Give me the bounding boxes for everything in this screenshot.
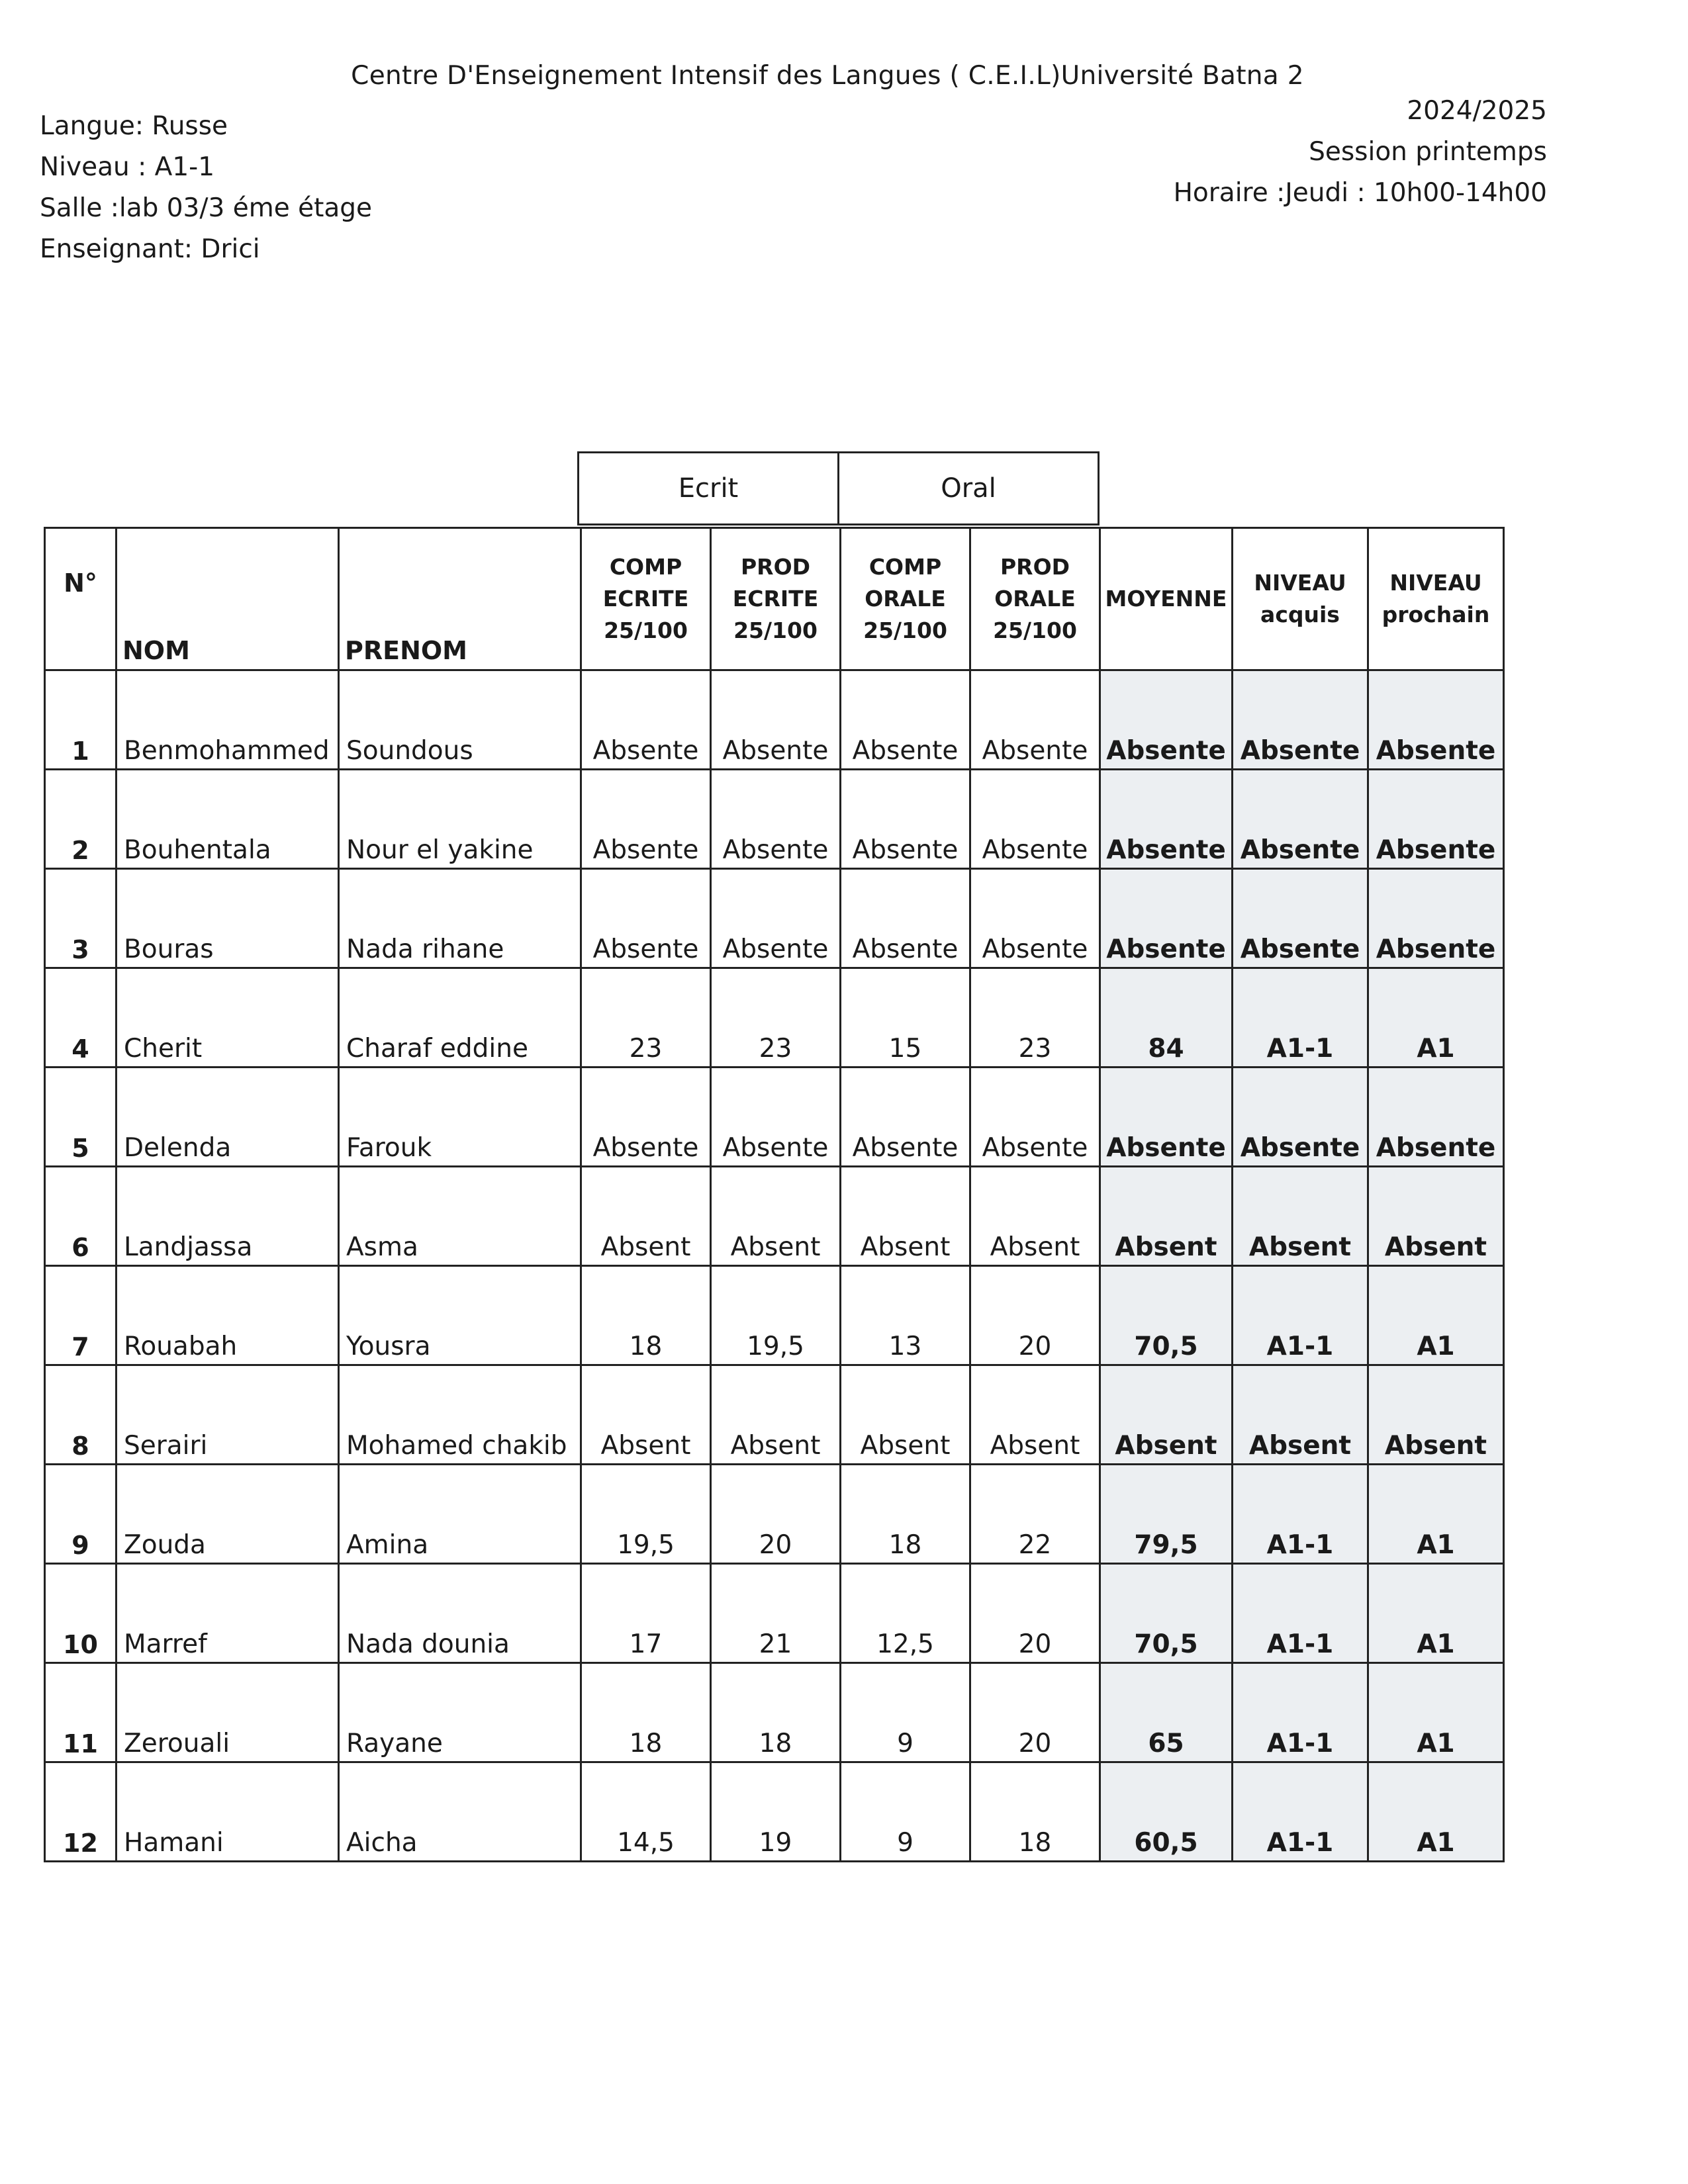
group-header-table (577, 451, 1100, 525)
prod-ecrite-cell: Absente (711, 770, 841, 869)
prod-ecrite-cell: 18 (711, 1663, 841, 1762)
student-last-name: Cherit (117, 968, 339, 1068)
prod-ecrite-cell: Absente (711, 670, 841, 770)
col-header-nom: NOM (117, 528, 339, 670)
header-line: acquis (1260, 602, 1340, 627)
prod-ecrite-cell: 19 (711, 1762, 841, 1862)
student-last-name: Marref (117, 1564, 339, 1663)
row-number: 8 (45, 1365, 117, 1465)
comp-ecrite-cell: 18 (581, 1266, 711, 1365)
student-first-name: Nour el yakine (339, 770, 581, 869)
header-line: 25/100 (993, 617, 1077, 643)
row-number: 3 (45, 869, 117, 968)
header-line: MOYENNE (1105, 586, 1227, 612)
row-number: 10 (45, 1564, 117, 1663)
prod-ecrite-cell: Absent (711, 1365, 841, 1465)
header-line: ORALE (994, 586, 1076, 612)
student-last-name: Zouda (117, 1465, 339, 1564)
table-row (45, 869, 1504, 968)
student-first-name: Nada rihane (339, 869, 581, 968)
niveau-acquis-cell: A1-1 (1233, 1663, 1368, 1762)
niveau-prochain-cell: Absente (1368, 670, 1504, 770)
row-number: 11 (45, 1663, 117, 1762)
comp-orale-cell: Absente (841, 869, 970, 968)
comp-orale-cell: 15 (841, 968, 970, 1068)
prod-ecrite-cell: 20 (711, 1465, 841, 1564)
prod-ecrite-cell: Absente (711, 1068, 841, 1167)
comp-orale-cell: 9 (841, 1663, 970, 1762)
moyenne-cell: Absent (1100, 1167, 1233, 1266)
prod-ecrite-cell: 19,5 (711, 1266, 841, 1365)
comp-ecrite-cell: 23 (581, 968, 711, 1068)
niveau-prochain-cell: Absente (1368, 869, 1504, 968)
niveau-prochain-cell: A1 (1368, 1564, 1504, 1663)
col-header-niveau-acquis (1233, 528, 1368, 670)
course-info (40, 106, 372, 270)
academic-year: 2024/2025 (1407, 96, 1547, 126)
column-header-row (45, 528, 1504, 670)
header-line: prochain (1382, 602, 1490, 627)
student-first-name: Yousra (339, 1266, 581, 1365)
comp-orale-cell: Absente (841, 1068, 970, 1167)
student-last-name: Serairi (117, 1365, 339, 1465)
header-line: 25/100 (863, 617, 947, 643)
group-ecrit: Ecrit (579, 453, 839, 525)
prod-orale-cell: Absente (970, 670, 1100, 770)
student-first-name: Mohamed chakib (339, 1365, 581, 1465)
niveau-prochain-cell: A1 (1368, 1266, 1504, 1365)
moyenne-cell: 79,5 (1100, 1465, 1233, 1564)
comp-ecrite-cell: Absent (581, 1365, 711, 1465)
header-line: PROD (1000, 554, 1070, 580)
comp-ecrite-cell: Absent (581, 1167, 711, 1266)
niveau-acquis-cell: Absente (1233, 1068, 1368, 1167)
group-oral: Oral (839, 453, 1099, 525)
level-line: Niveau : A1-1 (40, 152, 215, 182)
niveau-acquis-cell: Absente (1233, 869, 1368, 968)
niveau-acquis-cell: A1-1 (1233, 968, 1368, 1068)
comp-ecrite-cell: 14,5 (581, 1762, 711, 1862)
prod-orale-cell: Absente (970, 869, 1100, 968)
header-line: NIVEAU (1389, 570, 1482, 596)
table-row (45, 968, 1504, 1068)
header-line: ORALE (865, 586, 946, 612)
table-row (45, 1266, 1504, 1365)
niveau-prochain-cell: A1 (1368, 1762, 1504, 1862)
niveau-acquis-cell: Absent (1233, 1167, 1368, 1266)
row-number: 7 (45, 1266, 117, 1365)
schedule-line: Horaire :Jeudi : 10h00-14h00 (1173, 178, 1547, 208)
student-first-name: Amina (339, 1465, 581, 1564)
prod-orale-cell: 23 (970, 968, 1100, 1068)
student-first-name: Nada dounia (339, 1564, 581, 1663)
room-line: Salle :lab 03/3 éme étage (40, 193, 373, 223)
col-header-prod-ecrite (711, 528, 841, 670)
prod-orale-cell: Absent (970, 1365, 1100, 1465)
moyenne-cell: 84 (1100, 968, 1233, 1068)
table-row (45, 1762, 1504, 1862)
prod-ecrite-cell: Absente (711, 869, 841, 968)
comp-ecrite-cell: Absente (581, 869, 711, 968)
moyenne-cell: Absente (1100, 1068, 1233, 1167)
moyenne-cell: Absente (1100, 670, 1233, 770)
moyenne-cell: 65 (1100, 1663, 1233, 1762)
comp-ecrite-cell: 18 (581, 1663, 711, 1762)
header-line: 25/100 (604, 617, 688, 643)
comp-ecrite-cell: 17 (581, 1564, 711, 1663)
prod-orale-cell: 22 (970, 1465, 1100, 1564)
moyenne-cell: Absent (1100, 1365, 1233, 1465)
col-header-prenom: PRENOM (339, 528, 581, 670)
student-last-name: Delenda (117, 1068, 339, 1167)
prod-ecrite-cell: Absent (711, 1167, 841, 1266)
niveau-prochain-cell: A1 (1368, 1465, 1504, 1564)
row-number: 6 (45, 1167, 117, 1266)
prod-ecrite-cell: 21 (711, 1564, 841, 1663)
niveau-prochain-cell: A1 (1368, 1663, 1504, 1762)
comp-orale-cell: Absente (841, 670, 970, 770)
header-line: 25/100 (733, 617, 818, 643)
comp-orale-cell: Absent (841, 1365, 970, 1465)
col-header-comp-orale (841, 528, 970, 670)
comp-ecrite-cell: Absente (581, 770, 711, 869)
student-first-name: Farouk (339, 1068, 581, 1167)
student-last-name: Bouras (117, 869, 339, 968)
col-header-comp-ecrite (581, 528, 711, 670)
comp-ecrite-cell: Absente (581, 1068, 711, 1167)
comp-ecrite-cell: Absente (581, 670, 711, 770)
student-last-name: Landjassa (117, 1167, 339, 1266)
niveau-acquis-cell: A1-1 (1233, 1564, 1368, 1663)
header-line: PROD (740, 554, 811, 580)
niveau-prochain-cell: A1 (1368, 968, 1504, 1068)
prod-orale-cell: 20 (970, 1266, 1100, 1365)
moyenne-cell: 70,5 (1100, 1266, 1233, 1365)
comp-orale-cell: 12,5 (841, 1564, 970, 1663)
niveau-prochain-cell: Absent (1368, 1365, 1504, 1465)
niveau-acquis-cell: A1-1 (1233, 1762, 1368, 1862)
niveau-acquis-cell: Absente (1233, 770, 1368, 869)
comp-orale-cell: Absente (841, 770, 970, 869)
student-last-name: Rouabah (117, 1266, 339, 1365)
col-header-num: N° (45, 528, 117, 670)
niveau-prochain-cell: Absent (1368, 1167, 1504, 1266)
session-info (1174, 91, 1547, 214)
col-header-moyenne (1100, 528, 1233, 670)
table-row (45, 1663, 1504, 1762)
language-line: Langue: Russe (40, 111, 228, 141)
col-header-niveau-prochain (1368, 528, 1504, 670)
niveau-prochain-cell: Absente (1368, 1068, 1504, 1167)
col-header-prod-orale (970, 528, 1100, 670)
table-row (45, 770, 1504, 869)
header-line: ECRITE (732, 586, 819, 612)
row-number: 5 (45, 1068, 117, 1167)
prod-orale-cell: 18 (970, 1762, 1100, 1862)
niveau-acquis-cell: Absente (1233, 670, 1368, 770)
header-line: COMP (609, 554, 682, 580)
student-first-name: Aicha (339, 1762, 581, 1862)
niveau-acquis-cell: A1-1 (1233, 1465, 1368, 1564)
row-number: 12 (45, 1762, 117, 1862)
header-line: NIVEAU (1254, 570, 1346, 596)
niveau-acquis-cell: A1-1 (1233, 1266, 1368, 1365)
comp-orale-cell: 13 (841, 1266, 970, 1365)
prod-orale-cell: Absente (970, 770, 1100, 869)
student-last-name: Benmohammed (117, 670, 339, 770)
table-row (45, 1365, 1504, 1465)
teacher-line: Enseignant: Drici (40, 234, 260, 264)
comp-orale-cell: 18 (841, 1465, 970, 1564)
moyenne-cell: Absente (1100, 770, 1233, 869)
prod-orale-cell: Absente (970, 1068, 1100, 1167)
student-first-name: Charaf eddine (339, 968, 581, 1068)
table-row (45, 1167, 1504, 1266)
table-row (45, 1068, 1504, 1167)
niveau-prochain-cell: Absente (1368, 770, 1504, 869)
header-line: ECRITE (602, 586, 689, 612)
niveau-acquis-cell: Absent (1233, 1365, 1368, 1465)
table-row (45, 1465, 1504, 1564)
prod-orale-cell: Absent (970, 1167, 1100, 1266)
student-last-name: Hamani (117, 1762, 339, 1862)
grades-body (45, 670, 1504, 1862)
moyenne-cell: 60,5 (1100, 1762, 1233, 1862)
student-first-name: Rayane (339, 1663, 581, 1762)
session-name: Session printemps (1309, 137, 1547, 167)
comp-ecrite-cell: 19,5 (581, 1465, 711, 1564)
comp-orale-cell: Absent (841, 1167, 970, 1266)
student-first-name: Soundous (339, 670, 581, 770)
page-title: Centre D'Enseignement Intensif des Langues ( C.E.I.L)Université Batna 2 (351, 61, 1304, 91)
comp-orale-cell: 9 (841, 1762, 970, 1862)
moyenne-cell: 70,5 (1100, 1564, 1233, 1663)
row-number: 2 (45, 770, 117, 869)
row-number: 1 (45, 670, 117, 770)
grades-table (44, 527, 1505, 1862)
moyenne-cell: Absente (1100, 869, 1233, 968)
table-row (45, 1564, 1504, 1663)
row-number: 9 (45, 1465, 117, 1564)
student-last-name: Bouhentala (117, 770, 339, 869)
student-last-name: Zerouali (117, 1663, 339, 1762)
student-first-name: Asma (339, 1167, 581, 1266)
header-line: COMP (868, 554, 942, 580)
row-number: 4 (45, 968, 117, 1068)
prod-orale-cell: 20 (970, 1663, 1100, 1762)
prod-ecrite-cell: 23 (711, 968, 841, 1068)
table-row (45, 670, 1504, 770)
prod-orale-cell: 20 (970, 1564, 1100, 1663)
